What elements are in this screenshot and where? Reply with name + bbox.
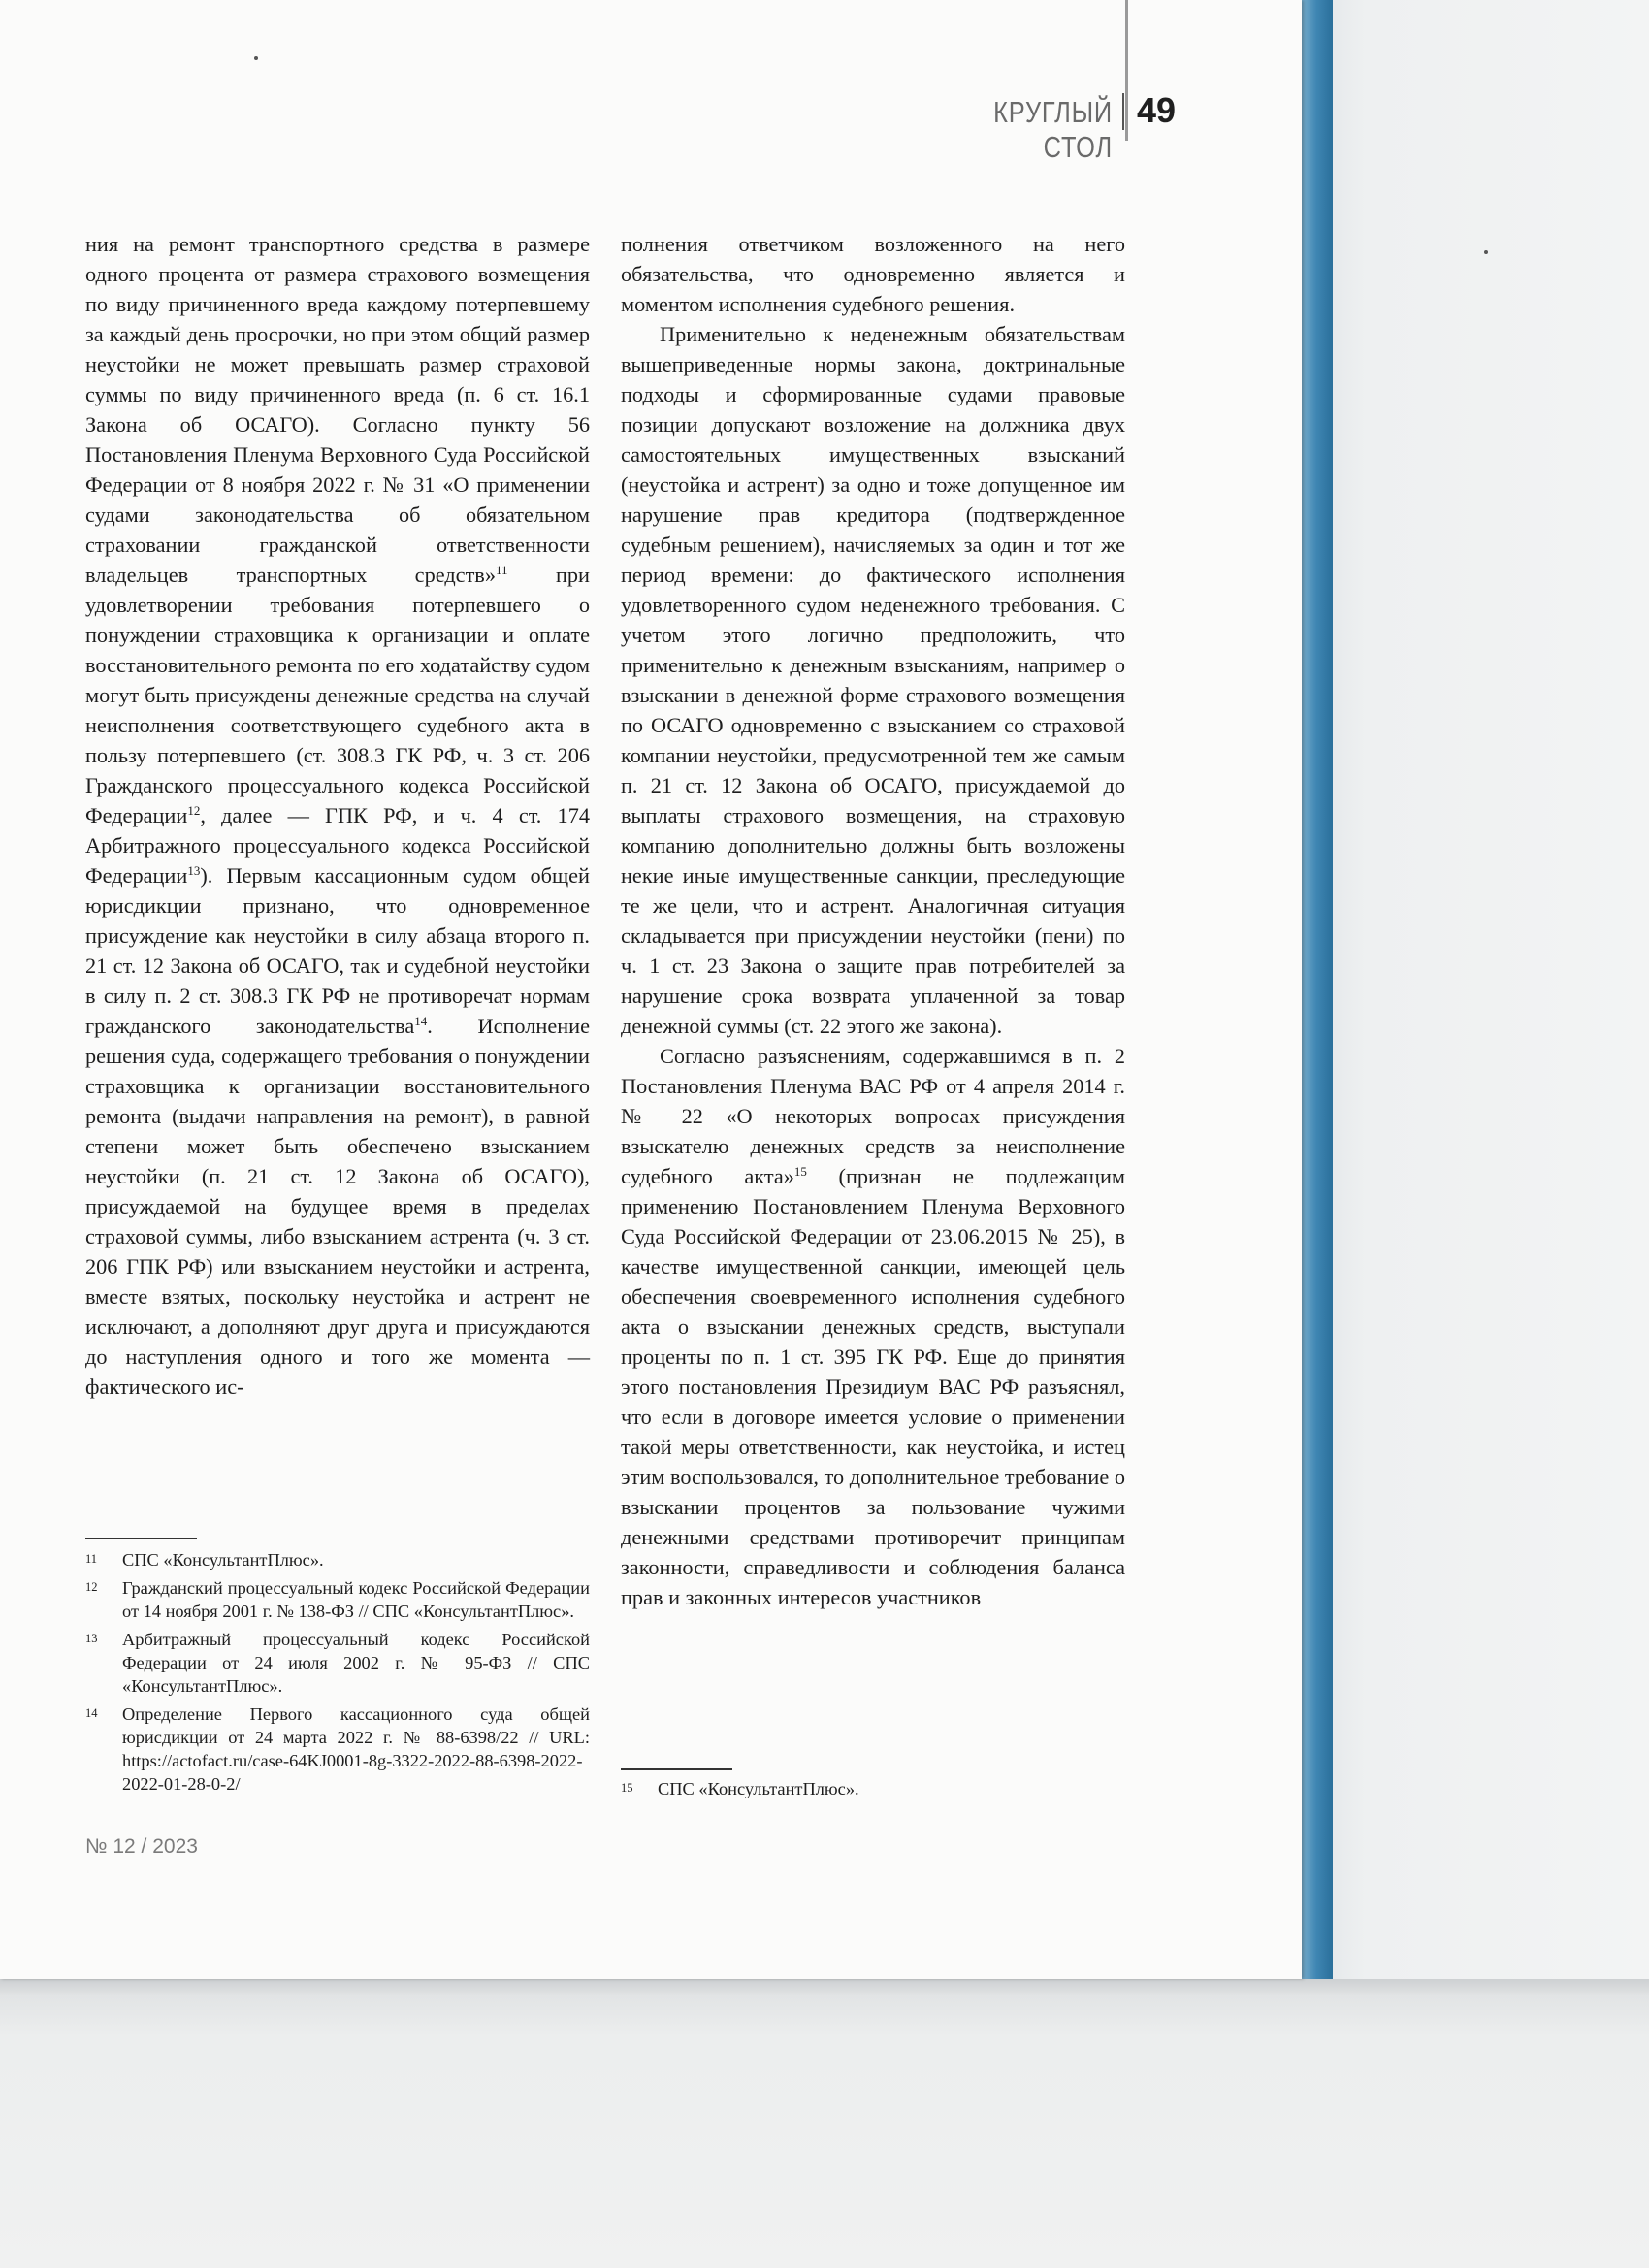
left-column <box>85 229 590 1402</box>
footnote: 14 Определение Первого кассационного суда общей юрисдикции от 24 марта 2022 г. № 88-6398/22 // URL: https://actofact.ru/case-64KJ0001-8g-3322-2022-88-6398-2022-2022-01-28-0-2/ <box>85 1704 590 1794</box>
adjacent-page-edge <box>1300 0 1333 1979</box>
footnotes-left <box>85 1548 590 1800</box>
footnote: 11 СПС «КонсультантПлюс». <box>85 1550 324 1570</box>
footnote: 15 СПС «КонсультантПлюс». <box>621 1779 859 1798</box>
footnote-separator <box>621 1768 732 1770</box>
paragraph: ния на ремонт транспортного средства в размере одного процента от размера страхового возмещения по виду причиненного вреда каждому потерпевшему за каждый день просрочки, но при этом общий размер неустойки не может превышать размер страховой суммы по виду причиненного вреда (п. 6 ст. 16.1 Закона об ОСАГО). Согласно пункту 56 Постановления Пленума Верховного Суда Российской Федерации от 8 ноября 2022 г. № 31 «О применении судами законодательства об обязательном страховании гражданской ответственности владельцев транспортных средств»$^{11}$ при удовлетворении требования потерпевшего о понуждении страховщика к организации и оплате восстановительного ремонта по его ходатайству судом могут быть присуждены денежные средства на случай неисполнения соответствующего судебного акта в пользу потерпевшего (ст. 308.3 ГК РФ, ч. 3 ст. 206 Гражданского процессуального кодекса Российской Федерации$^{12}$, далее — ГПК РФ, и ч. 4 ст. 174 Арбитражного процессуального кодекса Российской Федерации$^{13}$). Первым кассационным судом общей юрисдикции признано, что одновременное присуждение как неустойки в силу абзаца второго п. 21 ст. 12 Закона об ОСАГО, так и судебной неустойки в силу п. 2 ст. 308.3 ГК РФ не противоречат нормам гражданского законодательства$^{14}$. Исполнение решения суда, содержащего требования о понуждении страховщика к организации восстановительного ремонта (выдачи направления на ремонт), в равной степени может быть обеспечено взысканием неустойки (п. 21 ст. 12 Закона об ОСАГО), присуждаемой на будущее время в пределах страховой суммы, либо взысканием астрента (ч. 3 ст. 206 ГПК РФ) или взысканием неустойки и астрента, вместе взятых, поскольку неустойка и астрент не исключают, а дополняют друг друга и присуждаются до наступления одного и того же момента — фактического ис- <box>85 232 590 1399</box>
header-divider <box>1122 93 1124 130</box>
footnotes-right <box>621 1777 1125 1805</box>
scan-bottom-background <box>0 1979 1649 2268</box>
scan-speck <box>254 56 258 60</box>
footnote-ref: 14 <box>414 1014 428 1028</box>
right-column <box>621 229 1125 1612</box>
paragraph: Применительно к неденежным обязательствам вышеприведенные нормы закона, доктринальные подходы и сформированные судами правовые позиции допускают возложение на должника двух самостоятельных имущественных взысканий (неустойка и астрент) за одно и тоже допущенное им нарушение прав кредитора (подтвержденное судебным решением), начисляемых за один и тот же период времени: до фактического исполнения удовлетворенного судом неденежного требования. С учетом этого логично предположить, что применительно к денежным взысканиям, например о взыскании в денежной форме страхового возмещения по ОСАГО одновременно с взысканием со страховой компании неустойки, предусмотренной тем же самым п. 21 ст. 12 Закона об ОСАГО, присуждаемой до выплаты страхового возмещения, на страховую компанию дополнительно должны быть возложены некие иные имущественные санкции, преследующие те же цели, что и астрент. Аналогичная ситуация складывается при присуждении неустойки (пени) по ч. 1 ст. 23 Закона о защите прав потребителей за нарушение срока возврата уплаченной за товар денежной суммы (ст. 22 этого же закона). <box>621 322 1125 1038</box>
footnote: 12 Гражданский процессуальный кодекс Российской Федерации от 14 ноября 2001 г. № 138-ФЗ // СПС «КонсультантПлюс». <box>85 1578 590 1621</box>
scan-speck <box>1484 250 1488 254</box>
footnote: 13 Арбитражный процессуальный кодекс Российской Федерации от 24 июля 2002 г. № 95-ФЗ // СПС «КонсультантПлюс». <box>85 1630 590 1696</box>
footnote-ref: 12 <box>187 803 201 818</box>
paragraph: Согласно разъяснениям, содержавшимся в п. 2 Постановления Пленума ВАС РФ от 4 апреля 2014 г. № 22 «О некоторых вопросах присуждения взыскателю денежных средств за неисполнение судебного акта»$^{15}$ (признан не подлежащим применению Постановлением Пленума Верховного Суда Российской Федерации от 23.06.2015 № 25), в качестве имущественной санкции, имеющей цель обеспечения своевременного исполнения судебного акта о взыскании денежных средств, выступали проценты по п. 1 ст. 395 ГК РФ. Еще до принятия этого постановления Президиум ВАС РФ разъяснял, что если в договоре имеется условие о применении такой меры ответственности, как неустойка, и истец этим воспользовался, то дополнительное требование о взыскании процентов за пользование чужими денежными средствами противоречит принципам законности, справедливости и соблюдения баланса прав и законных интересов участников <box>621 1044 1125 1609</box>
footnote-ref: 11 <box>496 563 508 577</box>
issue-number: № 12 / 2023 <box>85 1835 198 1858</box>
gutter-line <box>1125 0 1128 141</box>
section-label: КРУГЛЫЙ СТОЛ <box>993 95 1113 164</box>
paragraph: полнения ответчиком возложенного на него обязательства, что одновременно является и моментом исполнения судебного решения. <box>621 232 1125 316</box>
footnote-separator <box>85 1538 197 1539</box>
scan-background <box>1308 0 1649 2268</box>
page-number: 49 <box>1137 90 1177 130</box>
footnote-ref: 15 <box>793 1164 807 1179</box>
footnote-ref: 13 <box>187 863 201 878</box>
